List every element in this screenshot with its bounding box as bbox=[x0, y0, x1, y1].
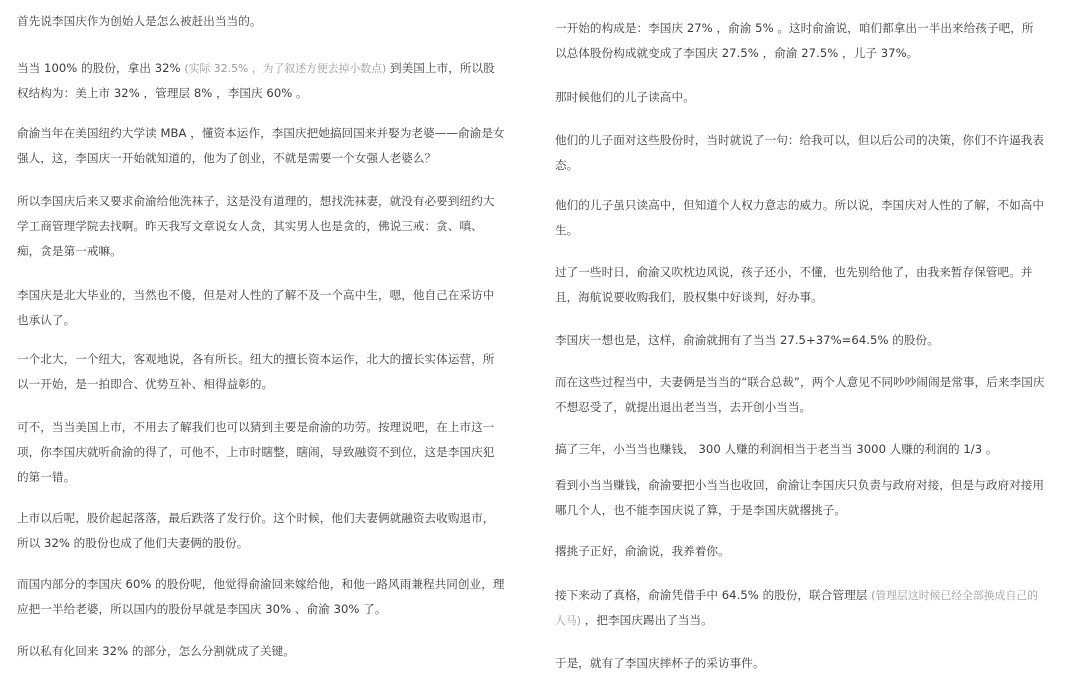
paragraph bbox=[555, 370, 1045, 420]
paragraph bbox=[555, 193, 1045, 243]
text: 搞了三年，小当当也赚钱， 300 人赚的利润相当于老当当 3000 人赚的利润的 1/3 。 bbox=[555, 442, 998, 456]
paragraph bbox=[17, 347, 505, 397]
paragraph bbox=[17, 189, 505, 264]
paragraph bbox=[555, 260, 1045, 310]
text: 李国庆是北大毕业的，当然也不傻，但是对人性的了解不及一个高中生，嗯，他自己在采访中也承认了。 bbox=[17, 288, 495, 327]
text: 撂挑子正好，俞渝说，我养着你。 bbox=[555, 544, 730, 558]
text: 当当 100% 的股份，拿出 32% bbox=[17, 61, 185, 75]
text: 那时候他们的儿子读高中。 bbox=[555, 90, 695, 104]
text: 而在这些过程当中，夫妻俩是当当的“联合总裁”，两个人意见不同吵吵闹闹是常事，后来李国庆不想忍受了，就提出退出老当当，去开创小当当。 bbox=[555, 375, 1045, 414]
paragraph bbox=[555, 583, 1045, 633]
text: 所以私有化回来 32% 的部分，怎么分割就成了关键。 bbox=[17, 644, 295, 658]
paragraph bbox=[555, 328, 1045, 353]
text: 所以李国庆后来又要求俞渝给他洗袜子，这是没有道理的，想找洗袜妻，就没有必要到纽约大学工商管理学院去找啊。昨天我写文章说女人贪，其实男人也是贪的，佛说三戒：贪、嗔、痴，贪是第一戒嘛。 bbox=[17, 194, 495, 258]
paragraph bbox=[555, 651, 1045, 676]
text: 一个北大，一个纽大，客观地说，各有所长。纽大的擅长资本运作，北大的擅长实体运营，所以一开始，是一拍即合、优势互补、相得益彰的。 bbox=[17, 352, 495, 391]
text: ，把李国庆踢出了当当。 bbox=[580, 613, 713, 627]
text: 首先说李国庆作为创始人是怎么被赶出当当的。 bbox=[17, 14, 262, 28]
text: 到美国上市，所以股权结构为：美上市 32% ，管理层 8% ，李国庆 60% 。 bbox=[17, 61, 495, 100]
note-text: (实际 32.5% ，为了叙述方便去掉小数点) bbox=[184, 62, 387, 75]
paragraph bbox=[555, 437, 1045, 462]
paragraph bbox=[555, 16, 1045, 66]
text: 于是，就有了李国庆摔杯子的采访事件。 bbox=[555, 656, 765, 670]
text: 他们的儿子面对这些股份时，当时就说了一句：给我可以，但以后公司的决策，你们不许逼我表态。 bbox=[555, 133, 1045, 172]
paragraph bbox=[555, 85, 1045, 110]
text: 他们的儿子虽只读高中，但知道个人权力意志的威力。所以说，李国庆对人性的了解，不如高中生。 bbox=[555, 198, 1045, 237]
paragraph bbox=[17, 572, 505, 622]
paragraph bbox=[17, 9, 505, 34]
paragraph bbox=[555, 539, 1045, 564]
paragraph bbox=[17, 506, 505, 556]
note-text: (管理层这时候已经全部换成自己的人马) bbox=[555, 589, 1039, 627]
text: 李国庆一想也是，这样，俞渝就拥有了当当 27.5+37%=64.5% 的股份。 bbox=[555, 333, 939, 347]
paragraph bbox=[17, 415, 505, 490]
paragraph bbox=[17, 283, 505, 333]
text: 看到小当当赚钱，俞渝要把小当当也收回，俞渝让李国庆只负责与政府对接，但是与政府对接用哪几个人，也不能李国庆说了算，于是李国庆就撂挑子。 bbox=[555, 478, 1045, 517]
text: 接下来动了真格，俞渝凭借手中 64.5% 的股份，联合管理层 bbox=[555, 588, 872, 602]
paragraph bbox=[555, 473, 1045, 523]
paragraph bbox=[17, 56, 505, 106]
paragraph bbox=[17, 121, 505, 171]
text: 而国内部分的李国庆 60% 的股份呢，他觉得俞渝回来嫁给他，和他一路风雨兼程共同创业，理应把一半给老婆，所以国内的股份早就是李国庆 30% 、俞渝 30% 了。 bbox=[17, 577, 505, 616]
paragraph bbox=[17, 639, 505, 664]
text: 过了一些时日，俞渝又吹枕边风说，孩子还小，不懂，也先别给他了，由我来暂存保管吧。并且，海航说要收购我们，股权集中好谈判，好办事。 bbox=[555, 265, 1033, 304]
paragraph bbox=[555, 128, 1045, 178]
text: 可不，当当美国上市，不用去了解我们也可以猜到主要是俞渝的功劳。按理说吧，在上市这一项，你李国庆就听俞渝的得了，可他不，上市时瞎整，瞎闹，导致融资不到位，这是李国庆犯的第一错。 bbox=[17, 420, 495, 484]
text: 俞渝当年在美国纽约大学读 MBA ，懂资本运作，李国庆把她搞回国来并娶为老婆——俞渝是女强人，这，李国庆一开始就知道的，他为了创业，不就是需要一个女强人老婆么？ bbox=[17, 126, 505, 165]
text: 上市以后呢，股价起起落落，最后跌落了发行价。这个时候，他们夫妻俩就融资去收购退市，所以 32% 的股份也成了他们夫妻俩的股份。 bbox=[17, 511, 495, 550]
text: 一开始的构成是：李国庆 27% ，俞渝 5% 。这时俞渝说，咱们都拿出一半出来给孩子吧，所以总体股份构成就变成了李国庆 27.5% ，俞渝 27.5% ，儿子 37%。 bbox=[555, 21, 1034, 60]
